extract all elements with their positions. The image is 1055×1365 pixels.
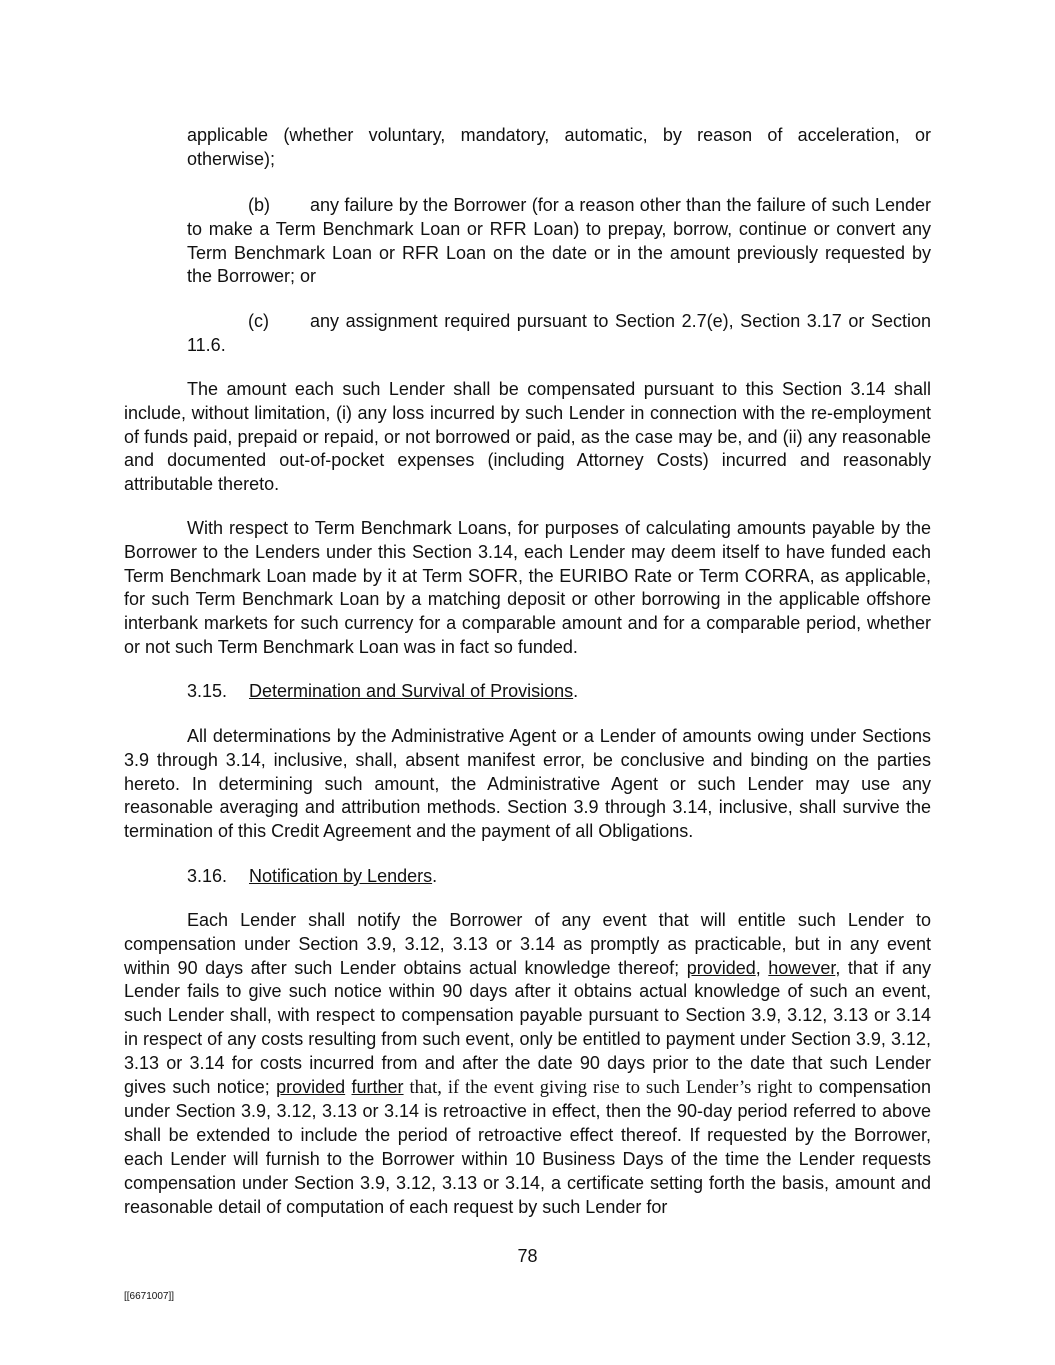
paragraph-continuation: applicable (whether voluntary, mandatory, automatic, by reason of acceleration, or otherwise); <box>187 125 931 169</box>
list-item-b-text: any failure by the Borrower (for a reason other than the failure of such Lender to make a Term Benchmark Loan or RFR Loan) to prepay, borrow, continue or convert any Term Benchmark Loan or RFR Loan on the date or in the amount previously requested by the Borrower; or <box>187 195 931 287</box>
section-heading-3-16 <box>187 865 437 889</box>
section-title-3-15-period: . <box>573 681 579 701</box>
list-item-c-text: any assignment required pursuant to Section 2.7(e), Section 3.17 or Section 11.6. <box>187 311 931 355</box>
section-heading-3-15 <box>187 680 578 704</box>
paragraph-notification <box>124 909 931 1219</box>
list-item-b-label: (b) <box>248 195 270 215</box>
paragraph-compensation-amount: The amount each such Lender shall be compensated pursuant to this Section 3.14 shall include, without limitation, (i) any loss incurred by such Lender in connection with the re-employment of funds paid, prepaid or repaid, or not borrowed or paid, as the case may be, and (ii) any reasonable and documented out-of-pocket expenses (including Attorney Costs) incurred and reasonably attributable thereto. <box>124 379 931 495</box>
document-id: [[6671007]] <box>124 1291 175 1302</box>
page-number: 78 <box>517 1246 538 1266</box>
notification-text-1: Each Lender shall notify the Borrower of any event that will entitle such Lender to compensation under Section 3.9, 3.12, 3.13 or 3.14 as promptly as practicable, but in any event within 90 days after such Lender obtains actual knowledge thereof; <box>124 910 931 978</box>
comma-separator: , <box>755 957 769 978</box>
section-title-3-15: Determination and Survival of Provisions <box>249 681 574 701</box>
notification-text-3: compensation under Section 3.9, 3.12, 3.13 or 3.14 is retroactive in effect, then the 90-day period referred to above shall be extended to include the period of retroactive effect thereof. If requested by the Borrower, each Lender will furnish to the Borrower within 10 Business Days of the time the Lender requests compensation under Section 3.9, 3.12, 3.13 or 3.14, a certificate setting forth the basis, amount and reasonable detail of computation of each request by such Lender for <box>124 1076 931 1217</box>
notification-text-2: , that if any Lender fails to give such notice within 90 days after it obtains actual knowledge of such an event, such Lender shall, with respect to compensation payable pursuant to Section 3.9, 3.12, 3.13 or 3.14 in respect of any costs resulting from such event, only be entitled to payment under Section 3.9, 3.12, 3.13 or 3.14 for costs incurred from and after the date 90 days prior to the date that such Lender gives such notice; <box>124 957 931 1097</box>
provided-term-1: provided <box>686 957 756 978</box>
provided-term-2: provided <box>276 1076 346 1097</box>
paragraph-determinations: All determinations by the Administrative Agent or a Lender of amounts owing under Sections 3.9 through 3.14, inclusive, shall, absent manifest error, be conclusive and binding on the parties hereto. In determining such amount, the Administrative Agent or such Lender may use any reasonable averaging and attribution methods. Section 3.9 through 3.14, inclusive, shall survive the termination of this Credit Agreement and the payment of all Obligations. <box>124 726 931 842</box>
section-number-3-16: 3.16. <box>187 866 228 886</box>
list-item-c-label: (c) <box>248 311 269 331</box>
section-number-3-15: 3.15. <box>187 681 228 701</box>
however-term: however <box>768 957 836 978</box>
paragraph-term-benchmark: With respect to Term Benchmark Loans, for purposes of calculating amounts payable by the Borrower to the Lenders under this Section 3.14, each Lender may deem itself to have funded each Term Benchmark Loan made by it at Term SOFR, the EURIBO Rate or Term CORRA, as applicable, for such Term Benchmark Loan by a matching deposit or other borrowing in the applicable offshore interbank markets for such currency for a comparable amount and for a comparable period, whether or not such Term Benchmark Loan was in fact so funded. <box>124 518 931 657</box>
list-item-c <box>187 310 931 358</box>
section-title-3-16: Notification by Lenders <box>249 866 433 886</box>
section-title-3-16-period: . <box>432 866 438 886</box>
list-item-b <box>187 194 931 289</box>
further-term: further <box>351 1076 404 1097</box>
notification-serif-text: that, if the event giving rise to such Lender’s right to <box>403 1077 813 1098</box>
